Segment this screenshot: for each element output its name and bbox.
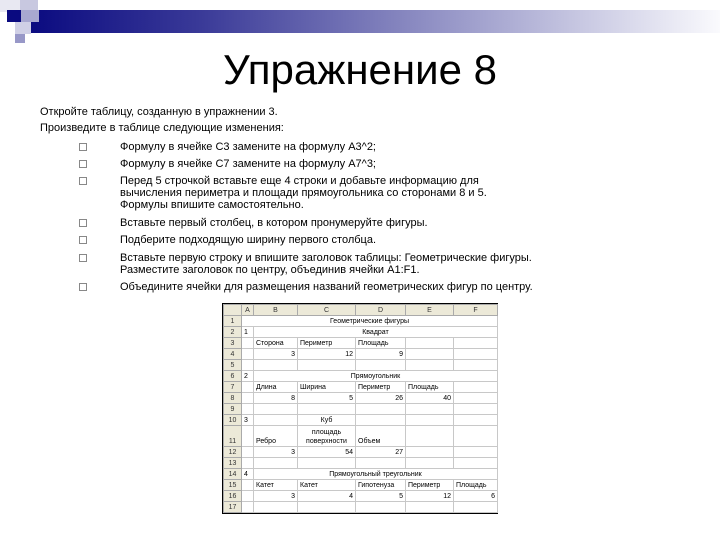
cell <box>454 447 498 458</box>
bullet-line: Перед 5 строчкой вставьте еще 4 строки и добавьте информацию для <box>120 175 479 187</box>
cell: Гипотенуза <box>356 480 406 491</box>
bullet-line: Вставьте первую строку и впишите заголовок таблицы: Геометрические фигуры. <box>120 252 532 264</box>
row-header: 12 <box>224 447 242 458</box>
bullet-line: Формулу в ячейке C3 замените на формулу A3^2; <box>120 141 376 153</box>
row-header: 16 <box>224 491 242 502</box>
row-header: 7 <box>224 382 242 393</box>
cell: Длина <box>254 382 298 393</box>
cell <box>254 360 298 371</box>
table-row <box>224 338 498 349</box>
bullet-item <box>120 234 710 246</box>
cell: 4 <box>298 491 356 502</box>
table-row <box>224 426 498 447</box>
cell <box>454 426 498 447</box>
decor-square <box>21 10 39 22</box>
row-header: 6 <box>224 371 242 382</box>
cell <box>406 502 454 513</box>
bullet-square-icon <box>79 236 87 244</box>
cell: Геометрические фигуры <box>242 316 498 327</box>
cell: 6 <box>454 491 498 502</box>
bullet-line: Разместите заголовок по центру, объединив ячейки A1:F1. <box>120 264 420 276</box>
cell: Сторона <box>254 338 298 349</box>
row-header: 15 <box>224 480 242 491</box>
row-header: 10 <box>224 415 242 426</box>
cell <box>406 404 454 415</box>
row-header: 8 <box>224 393 242 404</box>
row-header: 3 <box>224 338 242 349</box>
column-header: D <box>356 305 406 316</box>
cell <box>356 458 406 469</box>
cell <box>454 382 498 393</box>
cell <box>406 447 454 458</box>
cell <box>406 349 454 360</box>
cell <box>454 360 498 371</box>
cell <box>242 349 254 360</box>
column-header: E <box>406 305 454 316</box>
cell <box>242 447 254 458</box>
cell: Периметр <box>406 480 454 491</box>
bullet-line: вычисления периметра и площади прямоугольника со сторонами 8 и 5. <box>120 187 487 199</box>
cell: Площадь <box>454 480 498 491</box>
bullet-line: Подберите подходящую ширину первого столбца. <box>120 234 377 246</box>
row-header: 5 <box>224 360 242 371</box>
cell <box>454 415 498 426</box>
row-header: 4 <box>224 349 242 360</box>
cell <box>454 458 498 469</box>
cell <box>406 338 454 349</box>
cell <box>242 338 254 349</box>
column-header: C <box>298 305 356 316</box>
row-header: 9 <box>224 404 242 415</box>
table-row <box>224 316 498 327</box>
table-row <box>224 327 498 338</box>
table-row <box>224 480 498 491</box>
cell: 1 <box>242 327 254 338</box>
column-header: F <box>454 305 498 316</box>
cell <box>454 338 498 349</box>
slide-title: Упражнение 8 <box>223 46 497 93</box>
cell <box>242 360 254 371</box>
cell <box>242 480 254 491</box>
table-row <box>224 458 498 469</box>
table-row <box>224 360 498 371</box>
cell: 3 <box>242 415 254 426</box>
bullet-line: Формулы впишите самостоятельно. <box>120 199 304 211</box>
cell: Периметр <box>356 382 406 393</box>
bullet-square-icon <box>79 143 87 151</box>
row-header: 2 <box>224 327 242 338</box>
table-row <box>224 491 498 502</box>
cell <box>454 404 498 415</box>
cell: Ширина <box>298 382 356 393</box>
bullet-item <box>120 281 710 293</box>
cell: 40 <box>406 393 454 404</box>
decor-square <box>15 34 25 43</box>
cell <box>242 426 254 447</box>
cell <box>356 415 406 426</box>
cell <box>298 502 356 513</box>
table-row <box>224 502 498 513</box>
header-gradient-band <box>28 10 720 33</box>
cell: 27 <box>356 447 406 458</box>
bullet-item <box>120 175 710 211</box>
cell: Прямоугольный треугольник <box>254 469 498 480</box>
spreadsheet-image <box>222 303 498 514</box>
bullet-square-icon <box>79 283 87 291</box>
column-header-row <box>224 305 498 316</box>
cell <box>242 502 254 513</box>
bullet-item <box>120 217 710 229</box>
cell <box>406 360 454 371</box>
cell <box>298 458 356 469</box>
row-header: 1 <box>224 316 242 327</box>
cell: Площадь <box>406 382 454 393</box>
bullet-square-icon <box>79 219 87 227</box>
bullet-item <box>120 252 710 276</box>
corner-cell <box>224 305 242 316</box>
cell: 54 <box>298 447 356 458</box>
column-header: B <box>254 305 298 316</box>
cell: Куб <box>298 415 356 426</box>
cell: 5 <box>356 491 406 502</box>
decor-square <box>20 0 38 10</box>
table-row <box>224 393 498 404</box>
cell: 5 <box>298 393 356 404</box>
cell <box>406 426 454 447</box>
bullet-square-icon <box>79 177 87 185</box>
table-row <box>224 382 498 393</box>
table-row <box>224 469 498 480</box>
bullet-item <box>120 141 710 153</box>
cell <box>242 382 254 393</box>
cell <box>406 415 454 426</box>
cell: 26 <box>356 393 406 404</box>
intro-line: Откройте таблицу, созданную в упражнении 3. <box>40 106 278 118</box>
cell: 2 <box>242 371 254 382</box>
cell: Ребро <box>254 426 298 447</box>
cell: 9 <box>356 349 406 360</box>
intro-line: Произведите в таблице следующие изменения: <box>40 122 284 134</box>
row-header: 13 <box>224 458 242 469</box>
bullet-item <box>120 158 710 170</box>
table-row <box>224 447 498 458</box>
cell: Катет <box>298 480 356 491</box>
table-row <box>224 349 498 360</box>
cell: 4 <box>242 469 254 480</box>
row-header: 11 <box>224 426 242 447</box>
cell <box>254 502 298 513</box>
bullet-line: Вставьте первый столбец, в котором пронумеруйте фигуры. <box>120 217 428 229</box>
cell: Периметр <box>298 338 356 349</box>
cell: 12 <box>406 491 454 502</box>
cell <box>254 415 298 426</box>
table-row <box>224 371 498 382</box>
decor-square <box>15 22 31 34</box>
bullet-square-icon <box>79 160 87 168</box>
cell: Прямоугольник <box>254 371 498 382</box>
row-header: 17 <box>224 502 242 513</box>
cell: Площадь <box>356 338 406 349</box>
cell <box>356 360 406 371</box>
cell: площадь поверхности <box>298 426 356 447</box>
cell: Катет <box>254 480 298 491</box>
cell <box>242 458 254 469</box>
bullet-line: Формулу в ячейке C7 замените на формулу A7^3; <box>120 158 376 170</box>
cell <box>454 349 498 360</box>
cell: 3 <box>254 491 298 502</box>
decor-square <box>7 10 21 22</box>
column-header: A <box>242 305 254 316</box>
cell: 12 <box>298 349 356 360</box>
bullet-line: Объедините ячейки для размещения названий геометрических фигур по центру. <box>120 281 533 293</box>
cell <box>356 404 406 415</box>
cell <box>454 502 498 513</box>
cell: Объем <box>356 426 406 447</box>
cell: 3 <box>254 447 298 458</box>
bullet-square-icon <box>79 254 87 262</box>
cell <box>254 404 298 415</box>
cell <box>406 458 454 469</box>
cell <box>356 502 406 513</box>
cell: 8 <box>254 393 298 404</box>
cell <box>298 404 356 415</box>
cell <box>298 360 356 371</box>
cell <box>242 491 254 502</box>
cell <box>242 404 254 415</box>
cell: 3 <box>254 349 298 360</box>
cell: Квадрат <box>254 327 498 338</box>
cell <box>454 393 498 404</box>
table-row <box>224 404 498 415</box>
cell <box>254 458 298 469</box>
cell <box>242 393 254 404</box>
table-row <box>224 415 498 426</box>
row-header: 14 <box>224 469 242 480</box>
